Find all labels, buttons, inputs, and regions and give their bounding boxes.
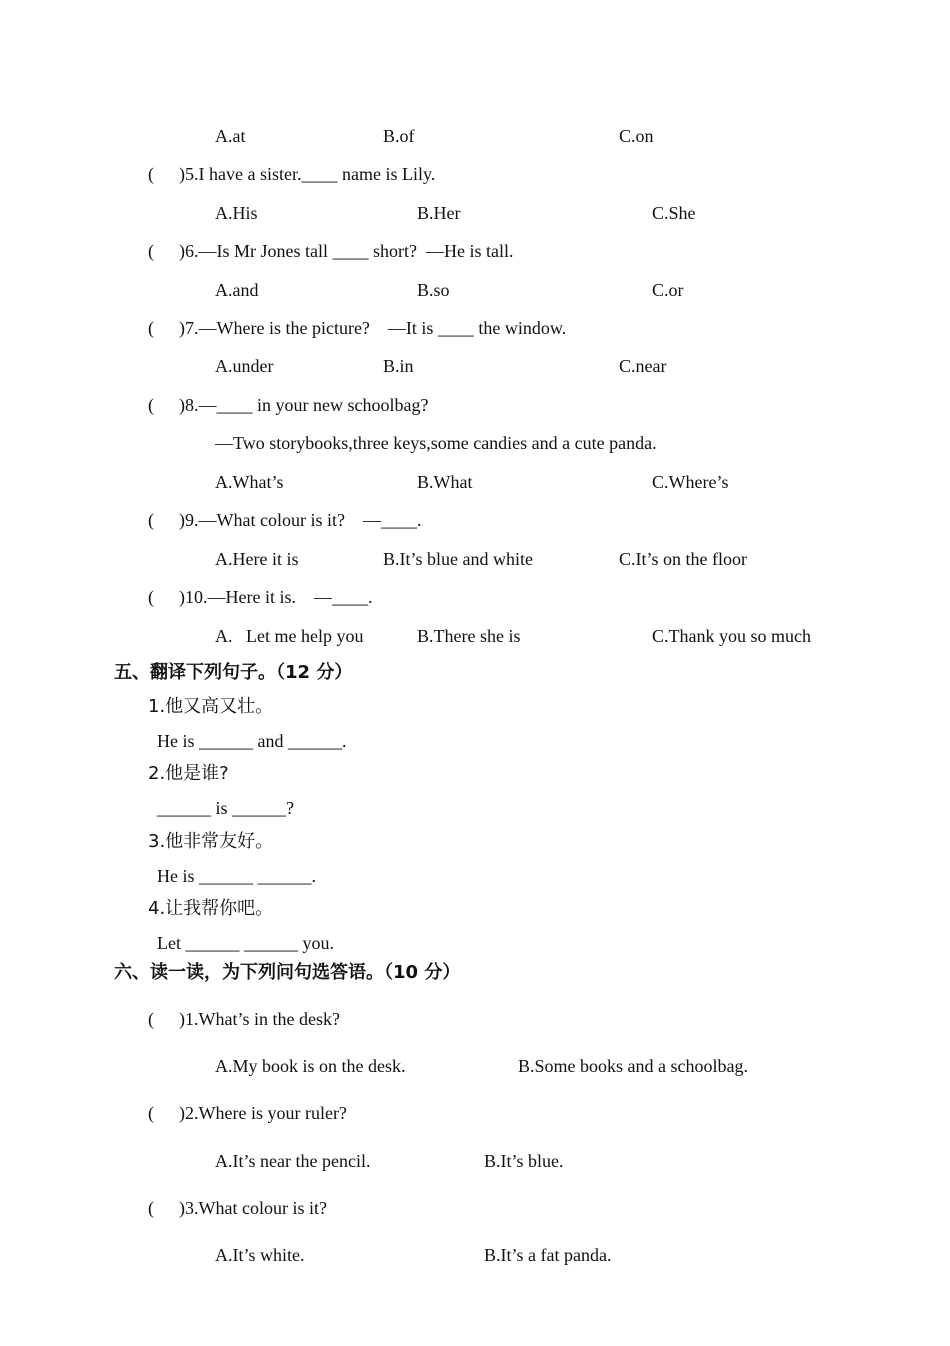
q5-option-b: B.Her xyxy=(417,203,461,223)
q6-answer-bracket[interactable]: ( xyxy=(148,241,154,261)
part6-q3-option-a: A.It’s white. xyxy=(215,1245,305,1265)
q9-option-a: A.Here it is xyxy=(215,549,299,569)
q10-option-a: A. Let me help you xyxy=(215,626,364,646)
part5-item3-chinese: 3.他非常友好。 xyxy=(148,831,274,852)
q5-option-a: A.His xyxy=(215,203,258,223)
q10-option-b: B.There she is xyxy=(417,626,521,646)
q6-option-b: B.so xyxy=(417,280,450,300)
part5-item2-english[interactable]: ______ is ______? xyxy=(157,798,294,818)
q8-option-c: C.Where’s xyxy=(652,472,729,492)
part6-q3-option-b: B.It’s a fat panda. xyxy=(484,1245,612,1265)
q10-answer-bracket[interactable]: ( xyxy=(148,587,154,607)
q7-answer-bracket[interactable]: ( xyxy=(148,318,154,338)
q4-option-a: A.at xyxy=(215,126,246,146)
part6-q1-stem: )1.What’s in the desk? xyxy=(179,1009,340,1029)
q4-option-b: B.of xyxy=(383,126,415,146)
part5-item1-english[interactable]: He is ______ and ______. xyxy=(157,731,347,751)
q6-option-c: C.or xyxy=(652,280,684,300)
part6-q1-answer-bracket[interactable]: ( xyxy=(148,1009,154,1029)
q8-stem-continued: —Two storybooks,three keys,some candies and a cute panda. xyxy=(215,433,657,453)
part5-heading: 五、翻译下列句子。（12 分） xyxy=(114,662,353,683)
q6-option-a: A.and xyxy=(215,280,259,300)
part6-q2-option-a: A.It’s near the pencil. xyxy=(215,1151,371,1171)
q6-stem: )6.—Is Mr Jones tall ____ short? —He is tall. xyxy=(179,241,514,261)
part6-q2-answer-bracket[interactable]: ( xyxy=(148,1103,154,1123)
q7-stem: )7.—Where is the picture? —It is ____ the window. xyxy=(179,318,567,338)
part5-item4-english[interactable]: Let ______ ______ you. xyxy=(157,933,334,953)
q10-option-c: C.Thank you so much xyxy=(652,626,811,646)
q9-option-b: B.It’s blue and white xyxy=(383,549,533,569)
part6-q3-stem: )3.What colour is it? xyxy=(179,1198,327,1218)
q9-stem: )9.—What colour is it? —____. xyxy=(179,510,422,530)
part6-q1-option-b: B.Some books and a schoolbag. xyxy=(518,1056,748,1076)
q9-answer-bracket[interactable]: ( xyxy=(148,510,154,530)
part6-q2-stem: )2.Where is your ruler? xyxy=(179,1103,347,1123)
q7-option-a: A.under xyxy=(215,356,274,376)
part6-q2-option-b: B.It’s blue. xyxy=(484,1151,564,1171)
part6-q1-option-a: A.My book is on the desk. xyxy=(215,1056,406,1076)
part6-q3-answer-bracket[interactable]: ( xyxy=(148,1198,154,1218)
q7-option-b: B.in xyxy=(383,356,414,376)
q10-stem: )10.—Here it is. —____. xyxy=(179,587,373,607)
part5-item3-english[interactable]: He is ______ ______. xyxy=(157,866,316,886)
part6-heading: 六、读一读，为下列问句选答语。（10 分） xyxy=(114,962,461,983)
q8-answer-bracket[interactable]: ( xyxy=(148,395,154,415)
q8-option-a: A.What’s xyxy=(215,472,284,492)
q5-stem: )5.I have a sister.____ name is Lily. xyxy=(179,164,436,184)
q9-option-c: C.It’s on the floor xyxy=(619,549,747,569)
part5-item4-chinese: 4.让我帮你吧。 xyxy=(148,898,274,919)
q7-option-c: C.near xyxy=(619,356,667,376)
q5-answer-bracket[interactable]: ( xyxy=(148,164,154,184)
part5-item1-chinese: 1.他又高又壮。 xyxy=(148,696,274,717)
q8-option-b: B.What xyxy=(417,472,473,492)
q8-stem: )8.—____ in your new schoolbag? xyxy=(179,395,429,415)
part5-item2-chinese: 2.他是谁? xyxy=(148,763,229,784)
q4-option-c: C.on xyxy=(619,126,654,146)
q5-option-c: C.She xyxy=(652,203,696,223)
